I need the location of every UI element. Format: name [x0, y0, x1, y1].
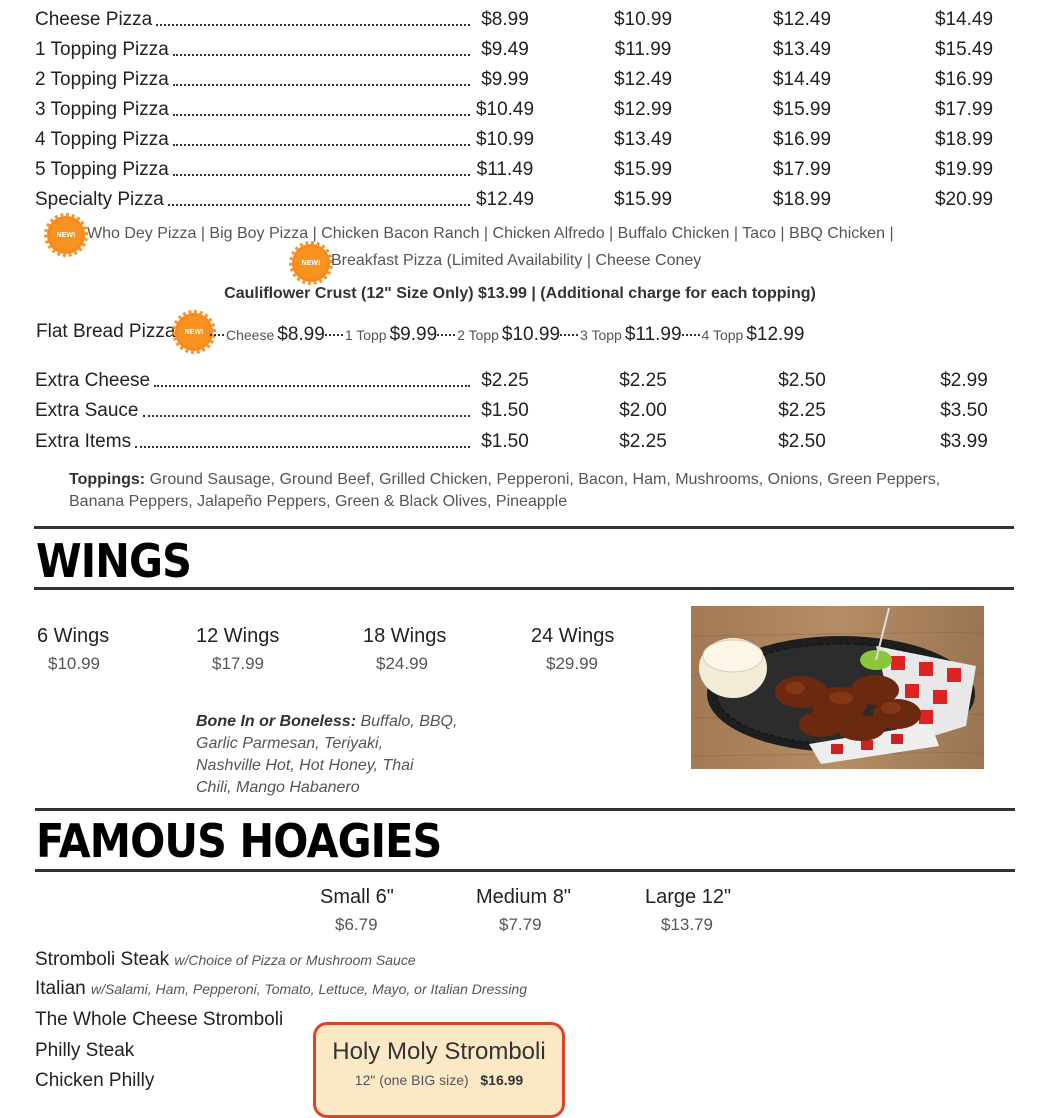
wing-style-label: Bone In or Boneless: [196, 713, 357, 730]
divider [34, 526, 1014, 529]
flatbread-label: 1 Topp [344, 327, 387, 343]
hoagie-item [35, 978, 527, 1000]
divider [35, 808, 1015, 811]
item-name: 4 Topping Pizza [35, 129, 169, 150]
flatbread-price: $12.99 [746, 324, 805, 345]
new-badge: NEW! [175, 313, 213, 351]
price-cell: $14.49 [934, 9, 994, 30]
hoagie-size: Medium 8" [476, 886, 571, 908]
item-name: 2 Topping Pizza [35, 69, 169, 90]
flatbread-label: 2 Topp [457, 327, 499, 343]
wing-flavor-list: Chili, Mango Habanero [196, 779, 360, 796]
price-row [35, 400, 1000, 428]
wing-size: 18 Wings [363, 625, 447, 647]
dot-leader [173, 84, 470, 86]
wing-price: $24.99 [376, 654, 428, 673]
price-row [35, 99, 1000, 127]
hoagie-name: Stromboli Steak [35, 949, 170, 970]
wing-flavor-list: Garlic Parmesan, Teriyaki, [196, 735, 384, 752]
price-cell: $2.25 [619, 370, 667, 391]
price-cell: $20.99 [934, 189, 994, 210]
price-cell: $9.49 [481, 39, 529, 60]
wings-heading: WINGS [36, 534, 192, 588]
price-cell: $3.50 [940, 400, 988, 421]
price-cell: $2.25 [778, 400, 826, 421]
flatbread-prices [210, 324, 804, 346]
price-cell: $18.99 [772, 189, 832, 210]
price-row [35, 370, 1000, 398]
holy-moly-box [313, 1022, 565, 1118]
price-cell: $13.49 [613, 129, 673, 150]
price-cell: $13.49 [772, 39, 832, 60]
wing-flavor-list: Buffalo, BBQ, [360, 713, 458, 730]
price-cell: $19.99 [934, 159, 994, 180]
wing-flavor-list: Nashville Hot, Hot Honey, Thai [196, 757, 414, 774]
hoagie-item [35, 1040, 134, 1062]
item-name: Extra Cheese [35, 370, 151, 391]
dot-leader [173, 144, 470, 146]
wing-size: 6 Wings [37, 625, 110, 647]
holy-moly-price: $16.99 [480, 1072, 524, 1088]
wing-size: 12 Wings [196, 625, 280, 647]
hoagie-size: Large 12" [645, 886, 732, 908]
flatbread-label: Cheese [226, 327, 275, 343]
hoagie-price: $6.79 [335, 915, 378, 934]
hoagie-note: w/Choice of Pizza or Mushroom Sauce [174, 952, 416, 968]
price-row [35, 189, 1000, 217]
price-cell: $9.99 [481, 69, 529, 90]
holy-moly-size: 12" (one BIG size) [354, 1072, 469, 1088]
flatbread-price: $8.99 [277, 324, 325, 345]
dot-leader [437, 334, 455, 336]
price-cell: $2.50 [778, 431, 826, 452]
hoagie-name: Italian [35, 978, 86, 999]
toppings-items: Ground Sausage, Ground Beef, Grilled Chicken, Pepperoni, Bacon, Ham, Mushrooms, Onions, Green Peppers, [149, 471, 941, 488]
flatbread-title: Flat Bread Pizza [36, 321, 176, 342]
price-cell: $17.99 [772, 159, 832, 180]
item-name: Extra Sauce [35, 400, 139, 421]
dot-leader [173, 54, 470, 56]
flatbread-price: $10.99 [501, 324, 561, 345]
dot-leader [168, 204, 470, 206]
price-cell: $18.99 [934, 129, 994, 150]
item-name: 5 Topping Pizza [35, 159, 169, 180]
price-cell: $2.25 [481, 370, 529, 391]
toppings-items-2: Banana Peppers, Jalapeño Peppers, Green & Black Olives, Pineapple [69, 493, 568, 510]
wing-price: $10.99 [48, 654, 100, 673]
dot-leader [143, 415, 470, 417]
price-row [35, 159, 1000, 187]
hoagie-item [35, 949, 416, 971]
dot-leader [154, 385, 470, 387]
price-cell: $14.49 [772, 69, 832, 90]
wing-flavors [196, 711, 466, 799]
dot-leader [210, 334, 224, 336]
dot-leader [156, 24, 470, 26]
flatbread-label: 3 Topp [580, 327, 622, 343]
hoagie-name: Chicken Philly [35, 1070, 155, 1091]
price-cell: $3.99 [940, 431, 988, 452]
hoagies-heading: FAMOUS HOAGIES [36, 814, 442, 868]
price-cell: $1.50 [481, 400, 529, 421]
flatbread-price: $11.99 [624, 324, 682, 345]
divider [35, 869, 1015, 872]
price-cell: $10.99 [613, 9, 673, 30]
price-cell: $12.99 [613, 99, 673, 120]
hoagie-item [35, 1009, 283, 1031]
flatbread-label: 4 Topp [701, 327, 744, 343]
wings-photo [691, 606, 984, 769]
item-name: Cheese Pizza [35, 9, 153, 30]
dot-leader [560, 334, 578, 336]
wing-price: $17.99 [212, 654, 264, 673]
hoagie-note: w/Salami, Ham, Pepperoni, Tomato, Lettuce, Mayo, or Italian Dressing [90, 981, 528, 997]
price-cell: $8.99 [481, 9, 529, 30]
price-cell: $12.49 [613, 69, 673, 90]
wing-size: 24 Wings [531, 625, 615, 647]
price-cell: $11.49 [476, 159, 534, 180]
price-cell: $16.99 [772, 129, 832, 150]
dot-leader [173, 114, 470, 116]
price-row [35, 69, 1000, 97]
price-cell: $15.49 [934, 39, 994, 60]
hoagie-price: $13.79 [661, 915, 713, 934]
dot-leader [325, 334, 343, 336]
price-row [35, 431, 1000, 459]
dot-leader [173, 174, 470, 176]
hoagie-item [35, 1070, 154, 1092]
price-row [35, 39, 1000, 67]
price-cell: $10.99 [475, 129, 535, 150]
dot-leader [135, 446, 470, 448]
new-badge: NEW! [292, 244, 330, 282]
hoagie-size: Small 6" [320, 886, 394, 908]
specialty-pizza-list: Who Dey Pizza | Big Boy Pizza | Chicken Bacon Ranch | Chicken Alfredo | Buffalo Chicken | Taco | BBQ Chicken | [87, 225, 894, 242]
wing-price: $29.99 [546, 654, 598, 673]
price-cell: $17.99 [934, 99, 994, 120]
price-cell: $15.99 [613, 189, 673, 210]
price-row [35, 129, 1000, 157]
holy-moly-title: Holy Moly Stromboli [332, 1038, 546, 1065]
toppings-list [69, 469, 999, 513]
price-cell: $15.99 [772, 99, 832, 120]
hoagie-name: Philly Steak [35, 1040, 135, 1061]
price-cell: $10.49 [475, 99, 535, 120]
price-cell: $1.50 [481, 431, 529, 452]
new-badge: NEW! [47, 216, 85, 254]
price-cell: $12.49 [772, 9, 832, 30]
holy-moly-detail [316, 1072, 562, 1088]
price-cell: $2.00 [619, 400, 667, 421]
divider [34, 587, 1014, 590]
price-row [35, 9, 1000, 37]
price-cell: $15.99 [613, 159, 673, 180]
price-cell: $2.50 [778, 370, 826, 391]
item-name: Specialty Pizza [35, 189, 164, 210]
dot-leader [682, 334, 700, 336]
price-cell: $11.99 [614, 39, 672, 60]
cauliflower-crust: Cauliflower Crust (12" Size Only) $13.99 | (Additional charge for each topping) [224, 285, 816, 302]
flatbread-price: $9.99 [389, 324, 438, 345]
item-name: 3 Topping Pizza [35, 99, 169, 120]
price-cell: $12.49 [475, 189, 535, 210]
hoagie-name: The Whole Cheese Stromboli [35, 1009, 284, 1030]
price-cell: $2.25 [619, 431, 667, 452]
item-name: Extra Items [35, 431, 132, 452]
hoagie-price: $7.79 [499, 915, 542, 934]
price-cell: $16.99 [934, 69, 994, 90]
specialty-pizza-list-2: Breakfast Pizza (Limited Availability | Cheese Coney [331, 252, 702, 269]
toppings-label: Toppings: [69, 471, 146, 488]
price-cell: $2.99 [940, 370, 988, 391]
item-name: 1 Topping Pizza [35, 39, 169, 60]
